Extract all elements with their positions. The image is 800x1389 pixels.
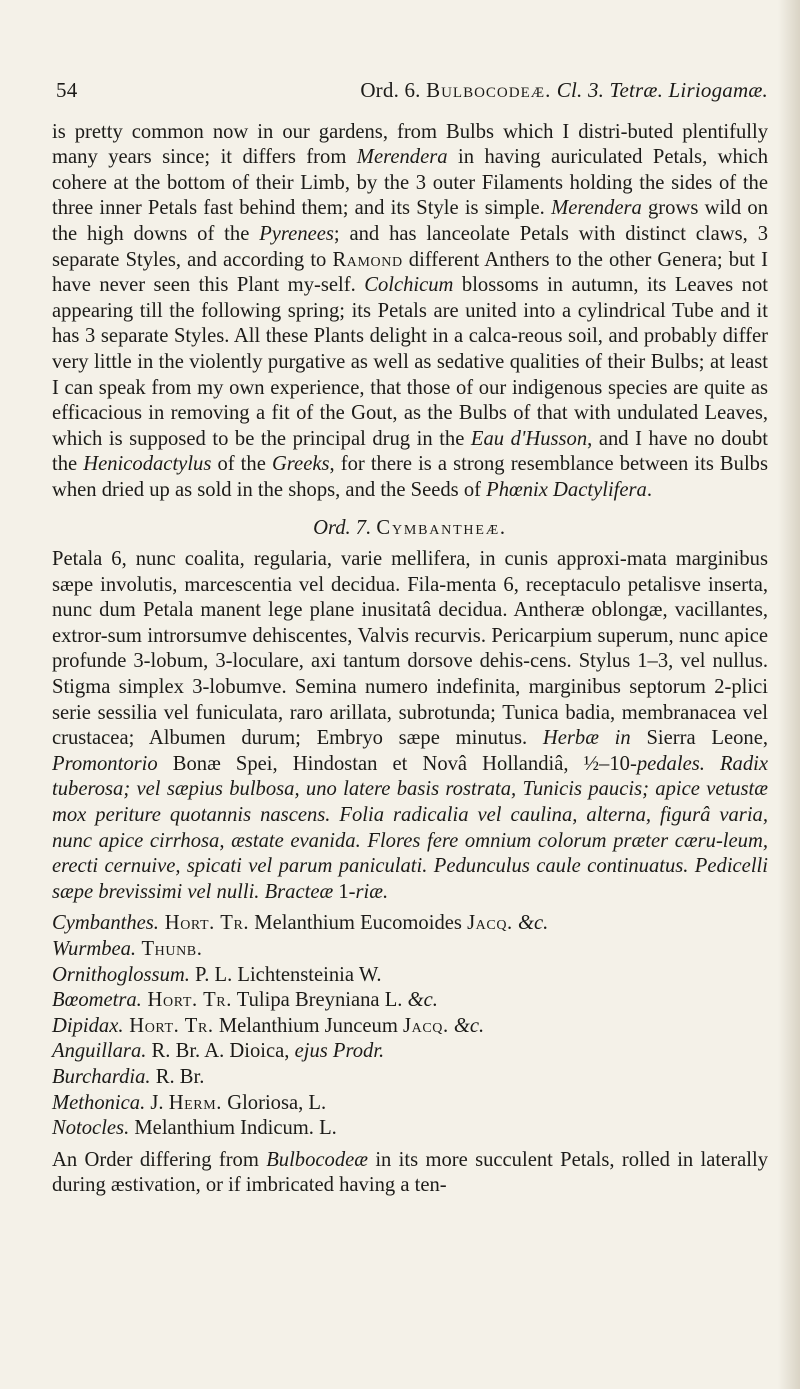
book-page	[52, 78, 768, 1220]
small-caps-text-run: Herm.	[168, 1091, 223, 1114]
text-run: .	[646, 478, 652, 501]
title-subclass: Liriogamæ.	[668, 78, 768, 102]
text-run: is pretty common now in our gardens, from Bulbs which I distri-buted plentifully many years since; it differs from	[52, 120, 768, 169]
running-title	[360, 78, 768, 104]
small-caps-text-run: Ramond	[332, 248, 403, 271]
title-order: Bulbocodeæ.	[426, 78, 552, 102]
genus-name: Ornithoglossum.	[52, 963, 190, 986]
small-caps-text-run: Jacq.	[467, 912, 513, 935]
text-run: in having auriculated Petals, which cohere at the bottom of their Limb, by the 3 outer Filaments holding the sides of the three inner Petals fast behind them; and its Style is simple.	[52, 146, 768, 220]
genus-name: Cymbanthes.	[52, 912, 159, 935]
genus-entry	[52, 911, 768, 937]
genus-entry	[52, 988, 768, 1014]
running-header	[52, 78, 768, 104]
text-run: An Order differing from	[52, 1148, 267, 1171]
paragraph-1	[52, 120, 768, 504]
small-caps-text-run: Hort. Tr.	[141, 989, 232, 1012]
genus-entry	[52, 937, 768, 963]
title-class: Cl. 3.	[556, 78, 605, 102]
paragraph-2	[52, 547, 768, 905]
genus-name: Anguillara.	[52, 1040, 147, 1063]
genus-name: Burchardia.	[52, 1065, 151, 1088]
italic-text-run: Greeks	[271, 453, 330, 476]
text-run: blossoms in autumn, its Leaves not appearing till the following spring; its Petals are united into a cylindrical Tube and it has 3 separate Styles. All these Plants delight in a calca-reous soil, and probably differ very little in the violently purgative as well as sedative qualities of their Bulbs; at least I can speak from my own experience, that those of our indigenous species are quite as efficacious in removing a fit of the Gout, as the Bulbs of that with undulated Leaves, which is supposed to be the principal drug in the	[52, 274, 768, 450]
text-run: R. Br.	[150, 1065, 205, 1088]
text-run: 1-	[333, 880, 356, 903]
genus-entry	[52, 1065, 768, 1091]
small-caps-text-run: Thunb.	[136, 938, 203, 960]
order-number: Ord. 7.	[313, 516, 372, 539]
text-run: A. Dioica,	[200, 1040, 295, 1063]
italic-text-run: Bulbocodeæ	[266, 1148, 369, 1171]
small-caps-text-run: Jacq.	[403, 1014, 449, 1037]
italic-text-run: ejus Prodr.	[294, 1040, 385, 1063]
text-run: Melanthium Indicum. L.	[129, 1117, 337, 1140]
genus-entry	[52, 1091, 768, 1117]
text-run: Bonæ Spei, Hindostan et Novâ Hollandiâ, ½–10-	[157, 752, 637, 775]
text-run: of the	[211, 453, 272, 476]
italic-text-run: Eau d'Husson	[470, 427, 588, 450]
order-heading	[52, 516, 768, 542]
order-name: Cymbantheæ.	[376, 516, 507, 539]
text-run: Sierra Leone,	[630, 727, 768, 750]
genus-entry	[52, 1116, 768, 1142]
genus-name: Wurmbea.	[52, 938, 137, 960]
text-run: in its more succulent Petals, rolled in laterally during æstivation, or if imbricated having a ten-	[52, 1148, 769, 1197]
genera-list	[52, 911, 768, 1141]
genus-entry	[52, 1039, 768, 1065]
italic-text-run: Henicodactylus	[83, 453, 212, 476]
title-prefix: Ord. 6.	[360, 78, 421, 102]
text-run: P. L. Lichtensteinia W.	[189, 963, 382, 986]
small-caps-text-run: Hort. Tr.	[158, 912, 250, 935]
text-run: ; and has lanceolate Petals with distinct claws, 3 separate Styles, and according to	[52, 222, 768, 271]
genus-entry	[52, 963, 768, 989]
text-run: Tulipa Breyniana L.	[231, 989, 408, 1012]
genus-name: Notocles.	[52, 1117, 130, 1140]
text-run: J.	[145, 1091, 169, 1114]
text-run: Gloriosa, L.	[222, 1091, 327, 1114]
italic-text-run: Pyrenees	[259, 222, 334, 245]
genus-name: Bœometra.	[52, 989, 142, 1012]
italic-text-run: &c.	[407, 989, 438, 1012]
title-tetr: Tetræ.	[609, 78, 664, 102]
small-caps-text-run: Hort. Tr.	[123, 1014, 214, 1037]
text-run: Melanthium Junceum	[213, 1014, 403, 1037]
page-edge-shadow	[778, 0, 800, 1389]
italic-text-run: &c.	[512, 912, 549, 935]
italic-text-run: Promontorio	[52, 752, 158, 775]
genus-name: Methonica.	[52, 1091, 146, 1114]
italic-text-run: Merendera	[551, 197, 642, 220]
italic-text-run: &c.	[448, 1014, 485, 1037]
text-run: Petala 6, nunc coalita, regularia, varie mellifera, in cunis approxi-mata marginibus sæpe involutis, marcescentia vel decidua. Fila-menta 6, receptaculo petalisve inserta, nunc dum Petala manent lege plane inusitatâ decidua. Antheræ oblongæ, vacillantes, extror-sum introrsumve dehiscentes, Valvis recurvis. Pericarpium superum, nunc apice profunde 3-lobum, 3-loculare, axi tantum dorsove dehis-cens. Stylus 1–3, vel nullus. Stigma simplex 3-lobumve. Semina numero indefinita, marginibus septorum 2-plici serie sessilia vel funiculata, raro arillata, subrotunda; Tunica badia, membranacea vel crustacea; Albumen durum; Embryo sæpe minutus.	[52, 548, 768, 750]
paragraph-3	[52, 1148, 768, 1199]
italic-text-run: Phœnix Dactylifera	[486, 478, 647, 501]
italic-text-run: riæ.	[355, 880, 389, 903]
page-number: 54	[56, 78, 78, 102]
genus-entry	[52, 1014, 768, 1040]
text-run: different Anthers to the other Genera; but I have never seen this Plant my-self.	[52, 248, 768, 297]
italic-text-run: Colchicum	[364, 274, 454, 297]
italic-text-run: Herbæ in	[542, 727, 631, 750]
text-run: , for there is a strong resemblance between its Bulbs when dried up as sold in the shops, and the Seeds of	[52, 453, 768, 501]
italic-text-run: pedales. Radix tuberosa; vel sæpius bulbosa, uno latere basis rostrata, Tunicis paucis; apice vetustæ mox periture quotannis nascens. Folia radicalia vel caulina, alterna, figurâ varia, nunc apice cirrhosa, æstate evanida. Flores fere omnium colorum præter cæru-leum, erecti cernuive, spicati vel parum paniculati. Pedunculus caule continuatus. Pedicelli sæpe brevissimi vel nulli. Bracteæ	[52, 752, 768, 903]
italic-text-run: Merendera	[356, 146, 448, 169]
text-run: R. Br.	[146, 1040, 201, 1063]
genus-name: Dipidax.	[52, 1014, 124, 1037]
text-run: , and I have no doubt the	[52, 427, 768, 476]
text-run: grows wild on the high downs of the	[52, 197, 768, 245]
text-run: Melanthium Eucomoides	[249, 912, 468, 935]
